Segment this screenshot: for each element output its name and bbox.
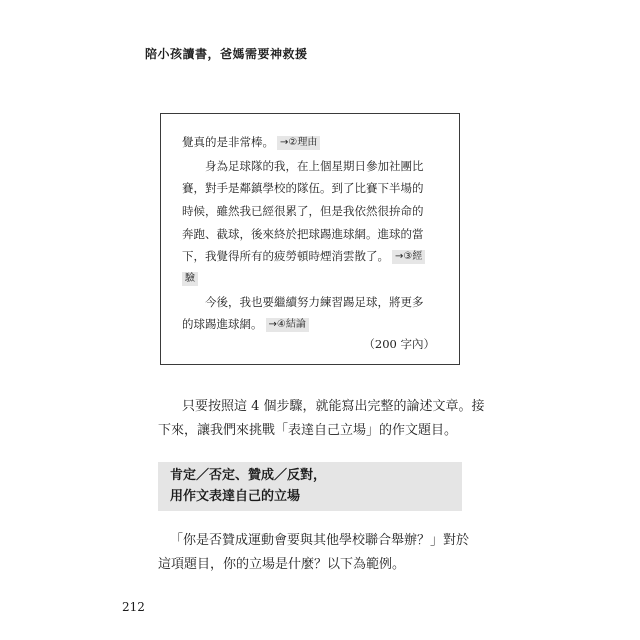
essay-line-9 <box>182 316 309 332</box>
essay-line-3: 賽，對手是鄰鎮學校的隊伍。到了比賽下半場的 <box>182 181 424 195</box>
page-number: 212 <box>122 600 145 614</box>
essay-line-4: 時候，雖然我已經很累了，但是我依然很拚命的 <box>182 204 424 218</box>
essay-line-7 <box>182 270 198 286</box>
paragraph-2-line-1: 「你是否贊成運動會要與其他學校聯合舉辦？」對於 <box>170 533 470 548</box>
paragraph-1-line-2: 下來，讓我們來挑戰「表達自己立場」的作文題目。 <box>158 423 458 438</box>
topic-banner <box>158 462 462 511</box>
paragraph-1-line-1: 只要按照這 4 個步驟，就能寫出完整的論述文章。接 <box>182 399 485 414</box>
essay-line-1 <box>182 134 320 150</box>
topic-line-2: 用作文表達自己的立場 <box>170 489 301 504</box>
essay-line-6-text: 下，我覺得所有的疲勞頓時煙消雲散了。 <box>182 249 389 263</box>
essay-line-8: 今後，我也要繼續努力練習踢足球，將更多 <box>205 295 424 309</box>
essay-line-5: 奔跑、截球，後來終於把球踢進球網。進球的當 <box>182 227 424 241</box>
running-title: 陪小孩讀書，爸媽需要神救援 <box>145 47 308 61</box>
essay-line-1-text: 覺真的是非常棒。 <box>182 135 274 149</box>
paragraph-2-line-2: 這項題目，你的立場是什麼？以下為範例。 <box>158 557 406 572</box>
essay-line-6 <box>182 248 425 264</box>
essay-line-2: 身為足球隊的我，在上個星期日參加社團比 <box>205 159 424 173</box>
sample-essay-box <box>160 113 460 365</box>
experience-tag-part1: →③經 <box>392 250 425 264</box>
experience-tag-part2: 驗 <box>182 272 198 286</box>
essay-line-9-text: 的球踢進球網。 <box>182 317 263 331</box>
reason-tag: →②理由 <box>277 136 320 150</box>
topic-line-1: 肯定／否定、贊成／反對， <box>170 468 327 483</box>
conclusion-tag: →④結論 <box>266 318 309 332</box>
word-count-note: （200 字內） <box>363 337 435 351</box>
